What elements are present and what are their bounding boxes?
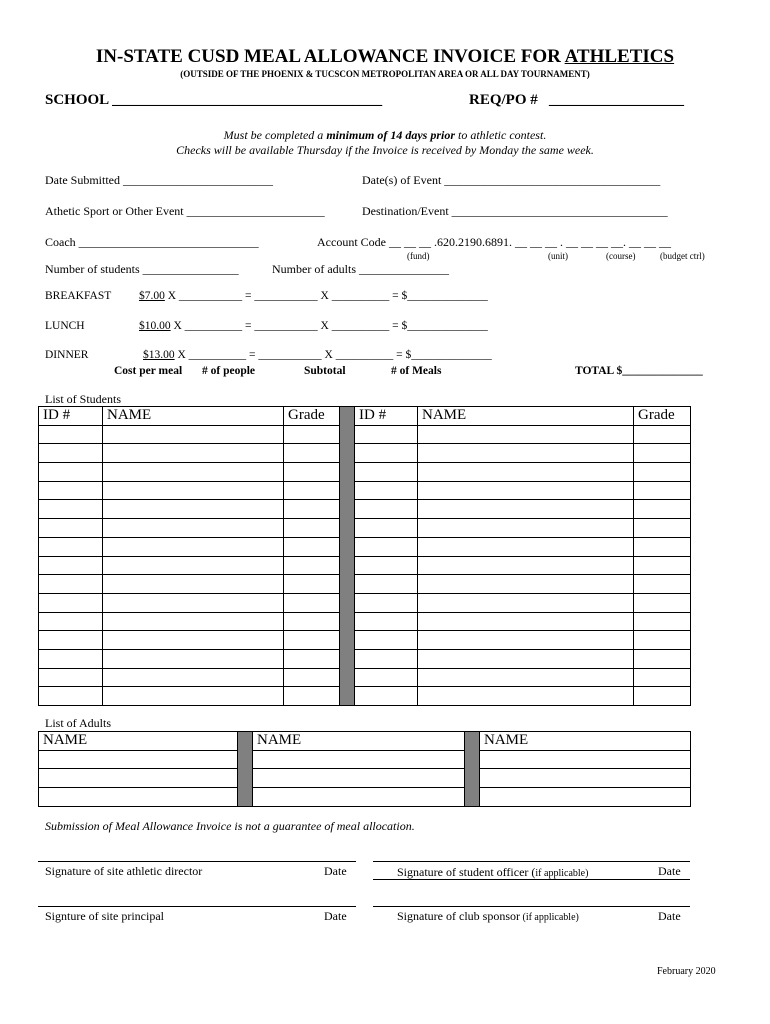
student-id-cell[interactable] xyxy=(39,687,103,706)
student-row xyxy=(39,668,691,687)
student-grade-cell[interactable] xyxy=(284,593,340,612)
students-caption: List of Students xyxy=(45,392,122,406)
student-grade-cell[interactable] xyxy=(634,500,691,519)
student-grade-cell[interactable] xyxy=(634,537,691,556)
student-id-cell[interactable] xyxy=(355,575,418,594)
student-name-cell[interactable] xyxy=(103,519,284,538)
header-subtotal: Subtotal xyxy=(304,365,346,377)
student-grade-cell[interactable] xyxy=(284,612,340,631)
student-name-cell[interactable] xyxy=(103,481,284,500)
student-row xyxy=(39,593,691,612)
student-name-cell[interactable] xyxy=(418,668,634,687)
student-name-cell[interactable] xyxy=(103,575,284,594)
student-id-cell[interactable] xyxy=(355,631,418,650)
sig-date-label-3: Date xyxy=(324,909,347,923)
sig-label-principal: Signture of site principal xyxy=(45,909,164,923)
student-name-cell[interactable] xyxy=(103,593,284,612)
student-grade-cell[interactable] xyxy=(284,575,340,594)
student-name-cell[interactable] xyxy=(418,556,634,575)
sig-line-club-sponsor[interactable] xyxy=(373,906,690,907)
sig-label-club-sponsor: Signature of club sponsor (if applicable) xyxy=(397,909,579,923)
student-grade-cell[interactable] xyxy=(284,537,340,556)
student-grade-cell[interactable] xyxy=(634,575,691,594)
adults-caption: List of Adults xyxy=(45,716,112,730)
dinner-row[interactable]: $13.00 X __________ = ___________ X __________ = $______________ xyxy=(143,349,492,361)
sig-date-label-1: Date xyxy=(324,864,347,878)
student-id-cell[interactable] xyxy=(39,463,103,482)
student-grade-cell[interactable] xyxy=(634,593,691,612)
student-name-cell[interactable] xyxy=(418,481,634,500)
form-title: IN-STATE CUSD MEAL ALLOWANCE INVOICE FOR ATHLETICS xyxy=(95,46,675,67)
student-id-cell[interactable] xyxy=(39,631,103,650)
adult-name-cell[interactable] xyxy=(253,750,465,769)
student-row xyxy=(39,537,691,556)
student-id-cell[interactable] xyxy=(355,519,418,538)
student-row xyxy=(39,481,691,500)
lunch-label: LUNCH xyxy=(45,320,85,332)
student-grade-cell[interactable] xyxy=(284,444,340,463)
student-id-cell[interactable] xyxy=(355,687,418,706)
deadline-notice: Must be completed a minimum of 14 days prior to athletic contest. xyxy=(223,128,547,142)
student-id-cell[interactable] xyxy=(39,425,103,444)
student-grade-cell[interactable] xyxy=(284,631,340,650)
student-grade-cell[interactable] xyxy=(284,556,340,575)
student-id-cell[interactable] xyxy=(355,500,418,519)
form-subtitle: (OUTSIDE OF THE PHOENIX & TUCSCON METROPOLITAN AREA OR ALL DAY TOURNAMENT) xyxy=(180,69,590,79)
col-header-grade-2: Grade xyxy=(634,407,691,426)
sig-date-label-2: Date xyxy=(658,864,681,878)
student-name-cell[interactable] xyxy=(418,612,634,631)
student-grade-cell[interactable] xyxy=(634,649,691,668)
student-grade-cell[interactable] xyxy=(634,481,691,500)
dates-of-event-field[interactable]: Date(s) of Event ____________________________________ xyxy=(362,173,661,187)
header-num-people: # of people xyxy=(202,365,256,377)
student-id-cell[interactable] xyxy=(355,556,418,575)
student-name-cell[interactable] xyxy=(418,575,634,594)
code-label-budget: (budget ctrl) xyxy=(660,251,705,261)
student-grade-cell[interactable] xyxy=(284,481,340,500)
adult-col-header-1: NAME xyxy=(39,732,238,751)
students-table xyxy=(38,406,691,706)
school-field[interactable]: SCHOOL ____________________________________ xyxy=(45,92,383,108)
student-grade-cell[interactable] xyxy=(284,519,340,538)
student-row xyxy=(39,463,691,482)
student-name-cell[interactable] xyxy=(418,519,634,538)
student-name-cell[interactable] xyxy=(103,631,284,650)
student-name-cell[interactable] xyxy=(103,687,284,706)
student-name-cell[interactable] xyxy=(103,668,284,687)
student-id-cell[interactable] xyxy=(39,649,103,668)
student-row xyxy=(39,631,691,650)
student-grade-cell[interactable] xyxy=(634,687,691,706)
student-name-cell[interactable] xyxy=(418,500,634,519)
sig-label-student-officer: Signature of student officer (if applicable) xyxy=(397,865,589,879)
student-name-cell[interactable] xyxy=(418,444,634,463)
lunch-row[interactable]: $10.00 X __________ = ___________ X __________ = $______________ xyxy=(139,320,488,332)
student-id-cell[interactable] xyxy=(39,668,103,687)
column-separator xyxy=(340,407,355,706)
date-submitted-field[interactable]: Date Submitted _________________________ xyxy=(45,173,273,187)
student-id-cell[interactable] xyxy=(39,593,103,612)
student-grade-cell[interactable] xyxy=(634,556,691,575)
adult-name-cell[interactable] xyxy=(480,750,691,769)
student-name-cell[interactable] xyxy=(103,425,284,444)
sig-underline-student-officer xyxy=(373,879,690,880)
footer-date: February 2020 xyxy=(657,966,716,977)
students-header-row xyxy=(39,407,691,426)
reqpo-field[interactable]: REQ/PO # __________________ xyxy=(469,92,685,108)
adult-name-cell[interactable] xyxy=(253,788,465,807)
student-id-cell[interactable] xyxy=(355,668,418,687)
coach-field[interactable]: Coach ______________________________ xyxy=(45,235,259,249)
student-grade-cell[interactable] xyxy=(634,631,691,650)
adult-row xyxy=(39,750,691,769)
student-name-cell[interactable] xyxy=(418,593,634,612)
col-header-name-2: NAME xyxy=(418,407,634,426)
student-name-cell[interactable] xyxy=(418,631,634,650)
student-id-cell[interactable] xyxy=(355,463,418,482)
student-name-cell[interactable] xyxy=(103,556,284,575)
adult-row xyxy=(39,788,691,807)
student-row xyxy=(39,687,691,706)
code-label-fund: (fund) xyxy=(407,251,430,261)
student-name-cell[interactable] xyxy=(103,612,284,631)
student-id-cell[interactable] xyxy=(39,500,103,519)
total-field[interactable]: TOTAL $______________ xyxy=(575,365,703,377)
adults-header-row xyxy=(39,732,691,751)
breakfast-row[interactable]: $7.00 X ___________ = ___________ X __________ = $______________ xyxy=(139,290,488,302)
adult-separator-1 xyxy=(238,732,253,807)
student-grade-cell[interactable] xyxy=(284,500,340,519)
adult-name-cell[interactable] xyxy=(480,788,691,807)
adult-name-cell[interactable] xyxy=(39,769,238,788)
disclaimer: Submission of Meal Allowance Invoice is not a guarantee of meal allocation. xyxy=(45,819,415,833)
student-grade-cell[interactable] xyxy=(284,687,340,706)
sig-line-principal[interactable] xyxy=(38,906,356,907)
dinner-label: DINNER xyxy=(45,349,89,361)
adult-name-cell[interactable] xyxy=(39,788,238,807)
adult-separator-2 xyxy=(465,732,480,807)
header-num-meals: # of Meals xyxy=(391,365,442,377)
col-header-grade: Grade xyxy=(284,407,340,426)
adult-col-header-3: NAME xyxy=(480,732,691,751)
student-id-cell[interactable] xyxy=(39,575,103,594)
student-id-cell[interactable] xyxy=(355,612,418,631)
student-grade-cell[interactable] xyxy=(634,519,691,538)
num-students-field[interactable]: Number of students ________________ xyxy=(45,262,239,276)
col-header-name: NAME xyxy=(103,407,284,426)
adult-name-cell[interactable] xyxy=(480,769,691,788)
student-grade-cell[interactable] xyxy=(284,425,340,444)
student-id-cell[interactable] xyxy=(355,649,418,668)
student-id-cell[interactable] xyxy=(39,612,103,631)
adult-row xyxy=(39,769,691,788)
student-grade-cell[interactable] xyxy=(634,463,691,482)
student-row xyxy=(39,575,691,594)
student-row xyxy=(39,612,691,631)
code-label-course: (course) xyxy=(606,251,636,261)
col-header-id: ID # xyxy=(39,407,103,426)
student-id-cell[interactable] xyxy=(355,593,418,612)
sig-line-student-officer[interactable] xyxy=(373,861,690,862)
student-name-cell[interactable] xyxy=(418,649,634,668)
student-row xyxy=(39,649,691,668)
student-id-cell[interactable] xyxy=(355,425,418,444)
header-cost-per-meal: Cost per meal xyxy=(114,365,183,377)
num-adults-field[interactable]: Number of adults _______________ xyxy=(272,262,449,276)
adult-col-header-2: NAME xyxy=(253,732,465,751)
breakfast-label: BREAKFAST xyxy=(45,290,112,302)
sport-field[interactable]: Athetic Sport or Other Event _______________________ xyxy=(45,204,325,218)
student-row xyxy=(39,444,691,463)
student-id-cell[interactable] xyxy=(39,519,103,538)
student-grade-cell[interactable] xyxy=(284,463,340,482)
student-id-cell[interactable] xyxy=(355,444,418,463)
student-row xyxy=(39,500,691,519)
student-grade-cell[interactable] xyxy=(284,668,340,687)
title-underlined: ATHLETICS xyxy=(564,46,675,67)
student-id-cell[interactable] xyxy=(39,444,103,463)
student-row xyxy=(39,519,691,538)
sig-label-athletic-director: Signature of site athletic director xyxy=(45,864,203,878)
adult-name-cell[interactable] xyxy=(39,750,238,769)
adult-name-cell[interactable] xyxy=(253,769,465,788)
sig-line-athletic-director[interactable] xyxy=(38,861,356,862)
student-grade-cell[interactable] xyxy=(634,425,691,444)
student-name-cell[interactable] xyxy=(103,537,284,556)
student-grade-cell[interactable] xyxy=(634,612,691,631)
student-id-cell[interactable] xyxy=(39,556,103,575)
student-name-cell[interactable] xyxy=(418,537,634,556)
account-code-field[interactable]: Account Code __ __ __ .620.2190.6891. __ __ __ . __ __ __ __. __ __ __ xyxy=(317,235,671,249)
student-name-cell[interactable] xyxy=(418,425,634,444)
student-id-cell[interactable] xyxy=(355,481,418,500)
destination-field[interactable]: Destination/Event ____________________________________ xyxy=(362,204,668,218)
student-row xyxy=(39,556,691,575)
adults-table xyxy=(38,731,691,807)
student-name-cell[interactable] xyxy=(418,687,634,706)
student-id-cell[interactable] xyxy=(39,481,103,500)
student-name-cell[interactable] xyxy=(103,444,284,463)
student-name-cell[interactable] xyxy=(103,649,284,668)
student-name-cell[interactable] xyxy=(103,463,284,482)
code-label-unit: (unit) xyxy=(548,251,568,261)
sig-date-label-4: Date xyxy=(658,909,681,923)
student-row xyxy=(39,425,691,444)
student-name-cell[interactable] xyxy=(103,500,284,519)
student-id-cell[interactable] xyxy=(39,537,103,556)
student-name-cell[interactable] xyxy=(418,463,634,482)
student-grade-cell[interactable] xyxy=(634,444,691,463)
student-grade-cell[interactable] xyxy=(634,668,691,687)
check-notice: Checks will be available Thursday if the Invoice is received by Monday the same week. xyxy=(176,143,594,157)
student-id-cell[interactable] xyxy=(355,537,418,556)
col-header-id-2: ID # xyxy=(355,407,418,426)
student-grade-cell[interactable] xyxy=(284,649,340,668)
